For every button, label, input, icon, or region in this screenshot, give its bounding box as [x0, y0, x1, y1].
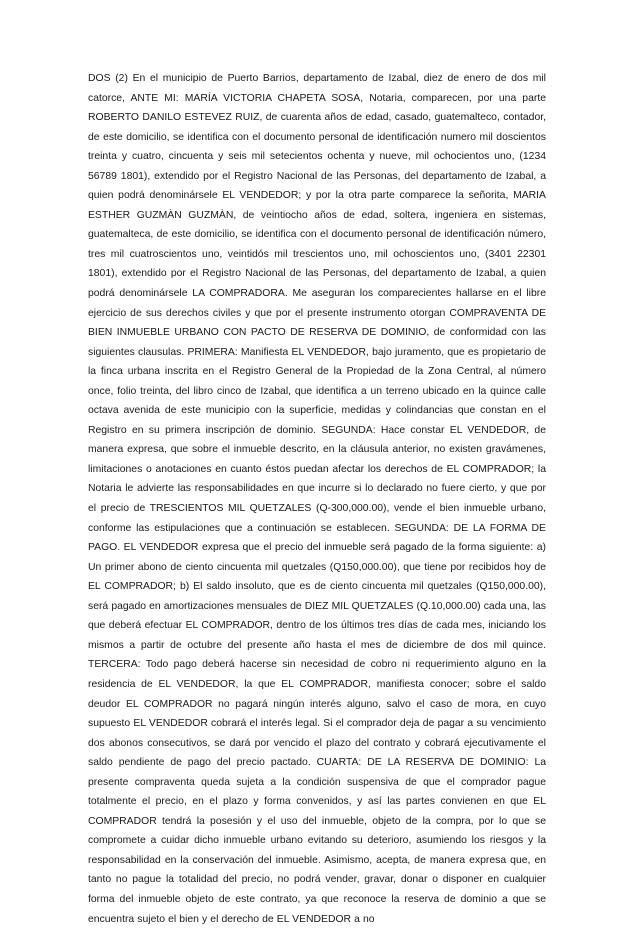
- contract-body-text: DOS (2) En el municipio de Puerto Barrios, departamento de Izabal, diez de enero de dos mil catorce, ANTE MI: MARÍA VICTORIA CHAPETA SOSA, Notaria, comparecen, por una parte ROBERTO DANILO ESTEVEZ RUIZ, de cuarenta años de edad, casado, guatemalteco, contador, de este domicilio, se identifica con el documento personal de identificación numero mil doscientos treinta y cuatro, cincuenta y seis mil setecientos ochenta y nueve, mil ochocientos uno, (1234 56789 1801), extendido por el Registro Nacional de las Personas, del departamento de Izabal, a quien podrá denominársele EL VENDEDOR; y por la otra parte comparece la señorita, MARIA ESTHER GUZMÀN GUZMÀN, de veintiocho años de edad, soltera, ingeniera en sistemas, guatemalteca, de este domicilio, se identifica con el documento personal de identificación número, tres mil cuatroscientos uno, veintidós mil trescientos uno, mil ochoscientos uno, (3401 22301 1801), extendido por el Registro Nacional de las Personas, del departamento de Izabal, a quien podrá denominársele LA COMPRADORA. Me aseguran los comparecientes hallarse en el libre ejercicio de sus derechos civiles y que por el presente instrumento otorgan COMPRAVENTA DE BIEN INMUEBLE URBANO CON PACTO DE RESERVA DE DOMINIO, de conformidad con las siguientes clausulas. PRIMERA: Manifiesta EL VENDEDOR, bajo juramento, que es propietario de la finca urbana inscrita en el Registro General de la Propiedad de la Zona Central, al número once, folio treinta, del libro cinco de Izabal, que identifica a un terreno ubicado en la quince calle octava avenida de este municipio con la superficie, medidas y colindancias que constan en el Registro en su primera inscripción de dominio. SEGUNDA: Hace constar EL VENDEDOR, de manera expresa, que sobre el inmueble descrito, en la cláusula anterior, no existen gravámenes, limitaciones o anotaciones en cuanto éstos puedan afectar los derechos de EL COMPRADOR; la Notaria le advierte las responsabilidades en que incurre si lo declarado no fuere cierto, y que por el precio de TRESCIENTOS MIL QUETZALES (Q-300,000.00), vende el bien inmueble urbano, conforme las estipulaciones que a continuación se establecen. SEGUNDA: DE LA FORMA DE PAGO. EL VENDEDOR expresa que el precio del inmueble será pagado de la forma siguiente: a) Un primer abono de ciento cincuenta mil quetzales (Q150,000.00), que tiene por recibidos hoy de EL COMPRADOR; b) El saldo insoluto, que es de ciento cincuenta mil quetzales (Q150,000.00), será pagado en amortizaciones mensuales de DIEZ MIL QUETZALES (Q.10,000.00) cada una, las que deberá efectuar EL COMPRADOR, dentro de los últimos tres días de cada mes, iniciando los mismos a partir de octubre del presente año hasta el mes de diciembre de dos mil quince. TERCERA: Todo pago deberá hacerse sin necesidad de cobro ni requerimiento alguno en la residencia de EL VENDEDOR, la que EL COMPRADOR, manifiesta conocer; sobre el saldo deudor EL COMPRADOR no pagará ningún interés alguno, salvo el caso de mora, en cuyo supuesto EL VENDEDOR cobrará el interés legal. Si el comprador deja de pagar a su vencimiento dos abonos consecutivos, se dará por vencido el plazo del contrato y cobrará ejecutivamente el saldo pendiente de pago del precio pactado. CUARTA: DE LA RESERVA DE DOMINIO: La presente compraventa queda sujeta a la condición suspensiva de que el comprador pague totalmente el precio, en el plazo y forma convenidos, y así las partes convienen en que EL COMPRADOR tendrá la posesión y el uso del inmueble, objeto de la compra, por lo que se compromete a cuidar dicho inmueble urbano evitando su deterioro, asumiendo los riesgos y la responsabilidad en la conservación del inmueble. Asimismo, acepta, de manera expresa que, en tanto no pague la totalidad del precio, no podrá vender, gravar, donar o disponer en cualquier forma del inmueble objeto de este contrato, ya que reconoce la reserva de dominio a que se encuentra sujeto el bien y el derecho de EL VENDEDOR a no: [88, 73, 546, 925]
